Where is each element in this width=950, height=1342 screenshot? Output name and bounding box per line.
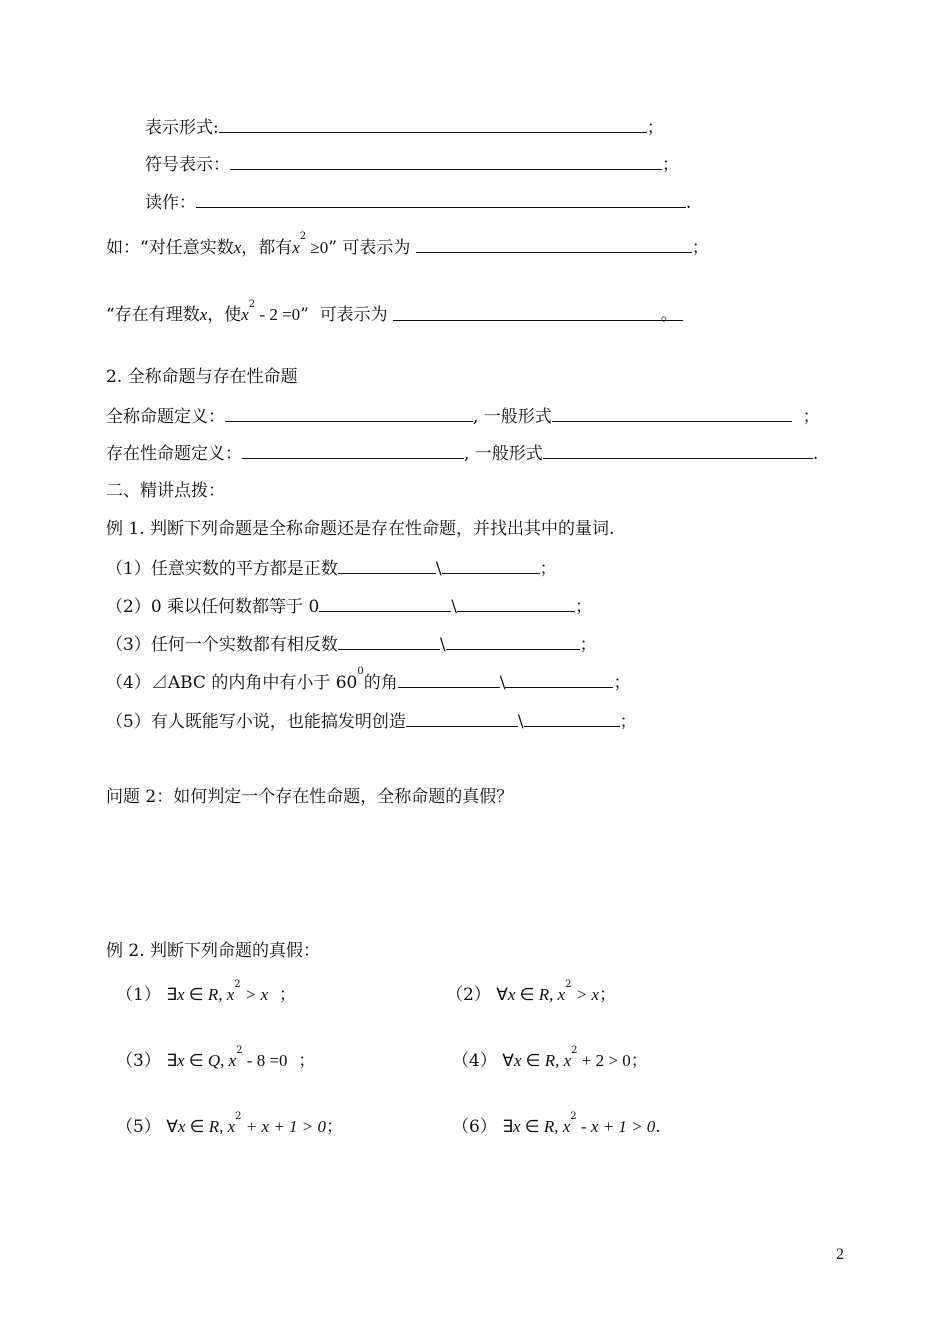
universal-label: 全称命题定义： [106, 407, 225, 427]
expr: , x [219, 1117, 236, 1136]
exponent: 2 [570, 1111, 577, 1122]
set-name: R [208, 1117, 220, 1136]
exists-symbol: ∃ [166, 1051, 177, 1070]
element-of-symbol: ∈ [515, 985, 539, 1004]
exponent: 2 [565, 979, 572, 990]
item-num: （1） [106, 559, 151, 579]
expr: , x [555, 1051, 572, 1070]
forall-symbol: ∀ [502, 1051, 514, 1070]
exponent: 2 [236, 1045, 243, 1056]
punct: ； [298, 1051, 316, 1071]
type-blank[interactable] [457, 595, 575, 612]
quantifier-blank[interactable] [338, 557, 436, 574]
forall-symbol: ∀ [166, 1117, 178, 1136]
quantifier-blank[interactable] [406, 710, 518, 727]
expr: - 8 =0 [242, 1051, 288, 1070]
q1-expr-rest: ≥0 [306, 238, 329, 257]
expr: - x + 1 > 0 [576, 1117, 656, 1136]
punct: ； [599, 985, 617, 1005]
expr: + x + 1 > 0 [241, 1117, 327, 1136]
separator: \ [451, 597, 458, 617]
element-of-symbol: ∈ [184, 1051, 208, 1070]
type-blank[interactable] [442, 557, 540, 574]
q1-expr-var: x [292, 238, 300, 257]
example2-item-1 [116, 979, 296, 1006]
separator: \ [517, 712, 524, 732]
punct: . [812, 444, 819, 464]
example2-item-4 [452, 1045, 648, 1072]
q1-var: x [233, 238, 242, 257]
existential-line [106, 442, 818, 465]
var: x [177, 1117, 186, 1136]
q1-expr-exp: 2 [299, 231, 307, 242]
example2-item-5 [116, 1111, 344, 1138]
quantifier-blank[interactable] [398, 671, 500, 688]
var: x [507, 985, 516, 1004]
set-name: Q [207, 1051, 221, 1070]
set-name: R [538, 985, 550, 1004]
exists-symbol: ∃ [502, 1117, 513, 1136]
symbol-line [145, 153, 679, 176]
punct: ； [579, 635, 597, 655]
item-num: （2） [446, 985, 491, 1005]
section2-heading: 2. 全称命题与存在性命题 [106, 367, 298, 387]
element-of-symbol: ∈ [185, 1117, 209, 1136]
item-num: （4） [452, 1051, 497, 1071]
expr: + 2 > 0 [577, 1051, 631, 1070]
q2-open: “存在有理数 [106, 305, 200, 325]
representation-line [145, 116, 664, 139]
item-num: （2） [106, 597, 151, 617]
var: x [513, 1051, 522, 1070]
q2-close: ” [300, 305, 309, 325]
type-blank[interactable] [524, 710, 620, 727]
set-name: R [543, 1117, 555, 1136]
item-text: 任何一个实数都有相反数 [150, 635, 338, 655]
item-num: （4） [106, 673, 151, 693]
q2-mid: ，使 [207, 305, 242, 325]
item-text: ⊿ABC 的内角中有小于 60 [150, 673, 358, 693]
punct: ； [575, 597, 593, 617]
punct: ； [619, 712, 637, 732]
punct: ； [802, 407, 820, 427]
set-name: R [207, 985, 219, 1004]
expr: , x [220, 1051, 237, 1070]
q1-close: ” [328, 238, 337, 258]
example1-title: 例 1. 判断下列命题是全称命题还是存在性命题，并找出其中的量词. [106, 519, 615, 539]
punct: 。 [660, 305, 678, 325]
degree-sup: 0 [357, 666, 364, 677]
separator: \ [435, 559, 442, 579]
item-num: （6） [452, 1117, 497, 1137]
existential-form-blank[interactable] [543, 442, 813, 459]
q2-expr-var: x [241, 305, 249, 324]
example1-item [106, 710, 637, 733]
separator: \ [499, 673, 506, 693]
existential-label: 存在性命题定义： [106, 444, 242, 464]
existential-general: , 一般形式 [464, 444, 543, 464]
example2-item-2 [446, 979, 617, 1006]
q1-blank[interactable] [416, 236, 692, 253]
reading-label: 读作： [145, 193, 196, 213]
item-num: （1） [116, 985, 161, 1005]
prefix: 如： [106, 238, 140, 258]
expr: , x [554, 1117, 571, 1136]
example2-title: 例 2. 判断下列命题的真假： [106, 941, 321, 961]
example-intro-2 [106, 299, 683, 326]
q2-expr-rest: - 2 =0 [255, 305, 301, 324]
example1-item [106, 557, 557, 580]
example1-item [106, 666, 631, 694]
q1-mid: ，都有 [241, 238, 293, 258]
example1-item [106, 595, 592, 618]
reading-blank[interactable] [196, 191, 686, 208]
universal-general: , 一般形式 [473, 407, 552, 427]
expr: > x [240, 985, 269, 1004]
representation-label: 表示形式: [145, 118, 219, 138]
example2-item-6 [452, 1111, 661, 1138]
forall-symbol: ∀ [496, 985, 508, 1004]
symbol-label: 符号表示： [145, 155, 230, 175]
q2-tail: 可表示为 [319, 305, 388, 325]
expr: > x [571, 985, 600, 1004]
punct: ； [613, 673, 631, 693]
question-2: 问题 2：如何判定一个存在性命题，全称命题的真假？ [106, 787, 514, 807]
item-text: 任意实数的平方都是正数 [150, 559, 338, 579]
item-num: （5） [106, 712, 151, 732]
q2-var: x [199, 305, 208, 324]
example2-item-3 [116, 1045, 316, 1072]
punct: ； [326, 1117, 344, 1137]
example1-item [106, 633, 597, 656]
item-num: （3） [116, 1051, 161, 1071]
element-of-symbol: ∈ [521, 1051, 545, 1070]
quantifier-blank[interactable] [338, 633, 440, 650]
existential-def-blank[interactable] [242, 442, 464, 459]
punct: ； [630, 1051, 648, 1071]
punct: . [655, 1117, 661, 1137]
reading-line [145, 191, 691, 214]
universal-form-blank[interactable] [552, 405, 792, 422]
page-number: 2 [836, 1246, 844, 1263]
item-text: 0 乘以任何数都等于 0 [150, 597, 320, 617]
punct: . [686, 193, 692, 213]
punct: ； [539, 559, 557, 579]
universal-line [106, 405, 820, 428]
var: x [176, 985, 185, 1004]
exists-symbol: ∃ [166, 985, 177, 1004]
item-num: （3） [106, 635, 151, 655]
type-blank[interactable] [446, 633, 580, 650]
q1-open: “对任意实数 [140, 238, 234, 258]
quantifier-blank[interactable] [319, 595, 451, 612]
universal-def-blank[interactable] [225, 405, 473, 422]
punct: ； [662, 155, 679, 175]
exponent: 2 [571, 1045, 578, 1056]
punct: ； [646, 118, 664, 138]
representation-blank[interactable] [219, 116, 647, 133]
var: x [512, 1117, 521, 1136]
var: x [176, 1051, 185, 1070]
item-text: 有人既能写小说，也能搞发明创造 [150, 712, 406, 732]
expr: , x [218, 985, 235, 1004]
q2-expr-exp: 2 [248, 299, 256, 310]
example-intro-1 [106, 231, 709, 259]
exponent: 2 [234, 979, 241, 990]
type-blank[interactable] [505, 671, 613, 688]
element-of-symbol: ∈ [520, 1117, 544, 1136]
punct: ； [279, 985, 296, 1005]
q1-tail: 可表示为 [342, 238, 411, 258]
element-of-symbol: ∈ [184, 985, 208, 1004]
expr: , x [549, 985, 566, 1004]
set-name: R [544, 1051, 556, 1070]
item-text: 的角 [363, 673, 398, 693]
separator: \ [439, 635, 446, 655]
exponent: 2 [235, 1111, 242, 1122]
symbol-blank[interactable] [230, 153, 662, 170]
punct: ； [691, 238, 709, 258]
section-two-title: 二、精讲点拨： [106, 481, 225, 501]
item-num: （5） [116, 1117, 161, 1137]
q2-blank[interactable] [393, 304, 683, 325]
